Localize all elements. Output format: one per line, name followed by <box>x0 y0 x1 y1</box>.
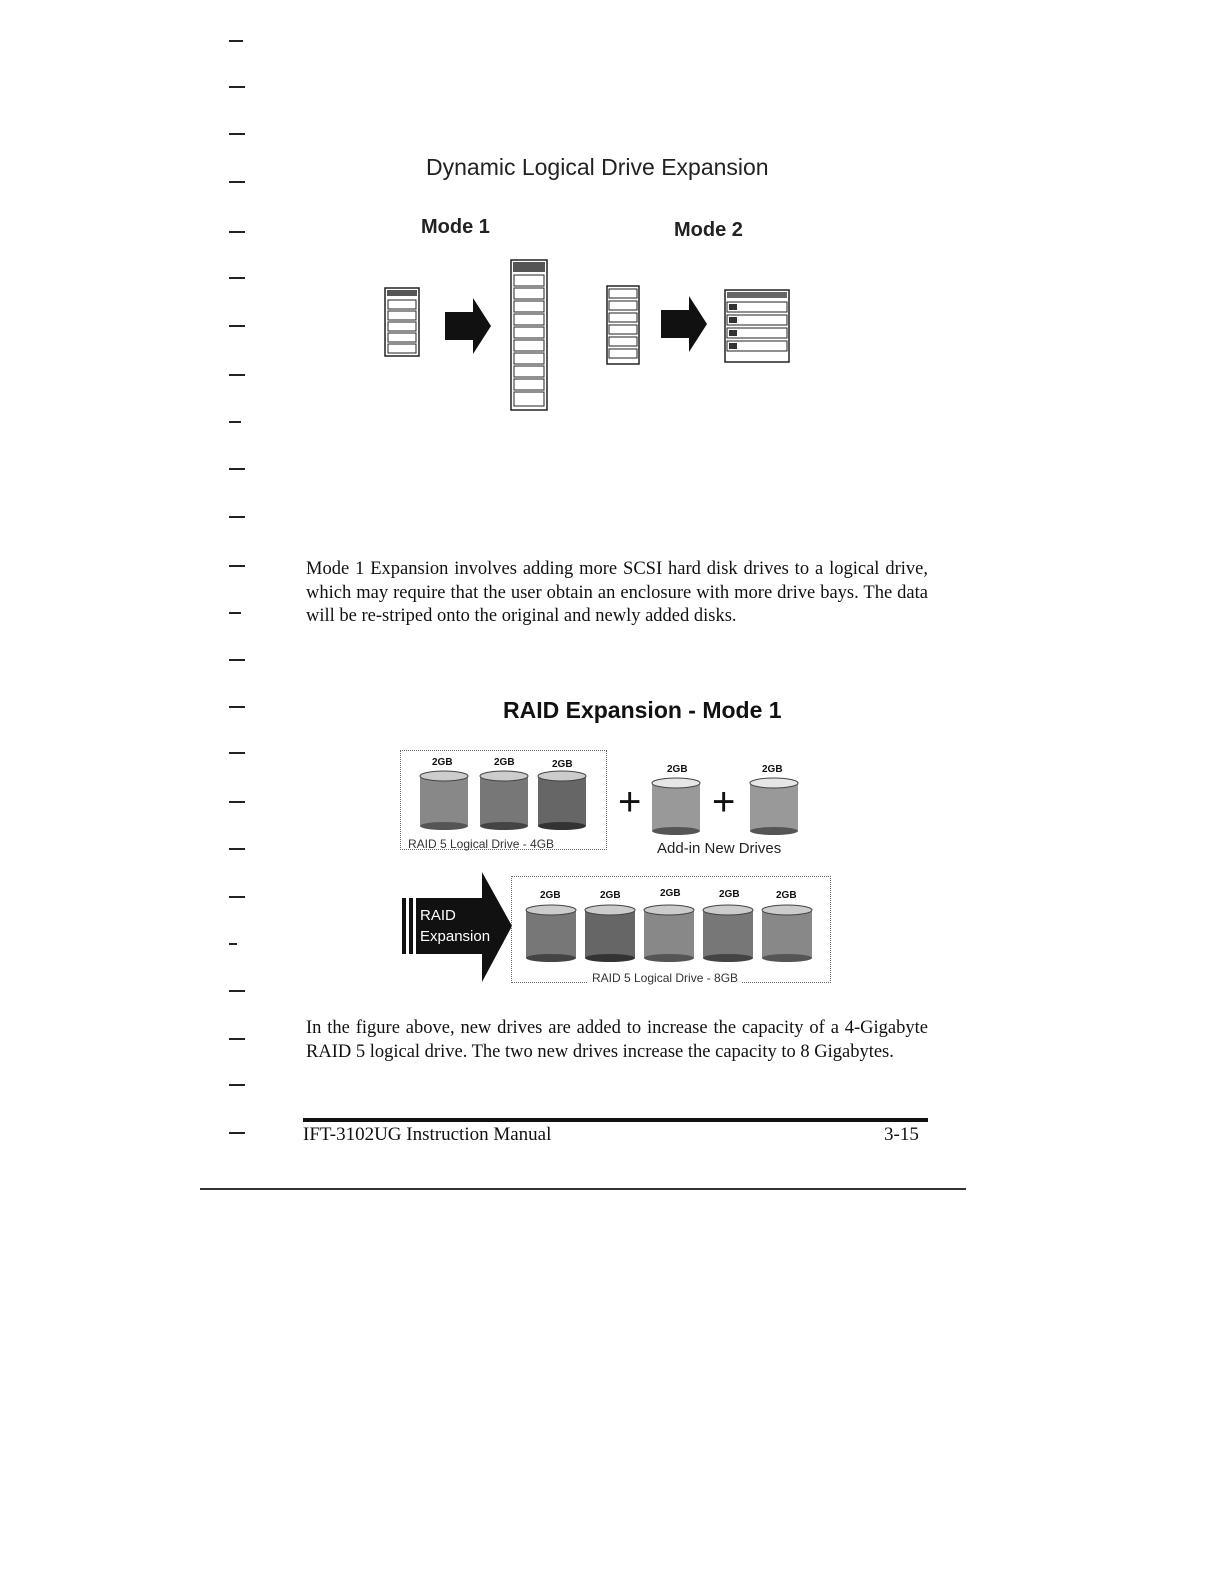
margin-mark <box>229 990 245 992</box>
drive-capacity: 2GB <box>494 757 515 768</box>
drive-capacity: 2GB <box>432 757 453 768</box>
margin-mark <box>229 943 237 945</box>
disk-drive-icon <box>750 778 798 835</box>
margin-mark <box>229 277 245 279</box>
drive-capacity: 2GB <box>776 890 797 901</box>
disk-drive-icon <box>644 905 694 962</box>
margin-mark <box>229 516 245 518</box>
page-bottom-rule <box>200 1188 966 1190</box>
mode2-label: Mode 2 <box>674 219 743 241</box>
margin-mark <box>229 848 245 850</box>
margin-mark <box>229 612 241 614</box>
disk-drive-icon <box>420 771 468 830</box>
original-drives <box>418 770 593 830</box>
margin-mark <box>229 468 245 470</box>
new-drives <box>650 775 802 837</box>
figure1-title: Dynamic Logical Drive Expansion <box>426 154 769 180</box>
drive-capacity: 2GB <box>762 764 783 775</box>
margin-mark <box>229 325 245 327</box>
disk-drive-icon <box>652 778 700 835</box>
paragraph-mode1-expansion: Mode 1 Expansion involves adding more SCSI hard disk drives to a logical drive, which may require that the user obtain an enclosure with more drive bays. The data will be re-striped onto the original and newly added disks. <box>306 559 928 626</box>
drive-capacity: 2GB <box>552 759 573 770</box>
disk-drive-icon <box>703 905 753 962</box>
drive-capacity: 2GB <box>540 890 561 901</box>
margin-mark <box>229 706 245 708</box>
drive-capacity: 2GB <box>667 764 688 775</box>
margin-mark <box>229 1132 245 1134</box>
raid-expansion-label <box>420 905 490 947</box>
footer-manual-title: IFT-3102UG Instruction Manual <box>303 1124 552 1145</box>
margin-mark <box>229 565 245 567</box>
disk-drive-icon <box>762 905 812 962</box>
margin-mark <box>229 181 245 183</box>
disk-drive-icon <box>585 905 635 962</box>
disk-drive-icon <box>538 771 586 830</box>
margin-mark <box>229 133 245 135</box>
margin-mark <box>229 231 245 233</box>
margin-mark <box>229 659 245 661</box>
original-group-label: RAID 5 Logical Drive - 4GB <box>408 837 555 851</box>
margin-mark <box>229 896 245 898</box>
margin-mark <box>229 801 245 803</box>
drive-expansion-diagram <box>375 250 815 420</box>
right-arrow-icon <box>445 298 491 354</box>
drive-capacity: 2GB <box>600 890 621 901</box>
mode1-label: Mode 1 <box>421 216 490 238</box>
drive-capacity: 2GB <box>660 888 681 899</box>
disk-drive-icon <box>526 905 576 962</box>
mode2-source-enclosure-icon <box>607 286 639 364</box>
margin-mark <box>229 86 245 88</box>
margin-mark <box>229 752 245 754</box>
margin-mark <box>229 40 243 42</box>
small-enclosure-icon <box>385 288 419 356</box>
expanded-drives <box>524 902 816 964</box>
mode2-wide-enclosure-icon <box>725 290 789 362</box>
margin-mark <box>229 374 245 376</box>
plus-icon: + <box>712 780 736 824</box>
raid-expansion-label-line2: Expansion <box>420 928 491 945</box>
footer-page-number: 3-15 <box>884 1124 919 1145</box>
paragraph-figure-description: In the figure above, new drives are added to increase the capacity of a 4-Gigabyte RAID 5 logical drive. The two new drives increase the capacity to 8 Gigabytes. <box>306 1018 928 1062</box>
right-arrow-icon <box>661 296 707 352</box>
margin-mark <box>229 1084 245 1086</box>
plus-icon: + <box>618 780 642 824</box>
margin-mark <box>229 1038 245 1040</box>
expanded-group-label: RAID 5 Logical Drive - 8GB <box>588 971 742 985</box>
raid-expansion-label-line1: RAID <box>420 907 456 924</box>
drive-capacity: 2GB <box>719 889 740 900</box>
disk-drive-icon <box>480 771 528 830</box>
footer-rule <box>303 1118 928 1122</box>
figure2-title: RAID Expansion - Mode 1 <box>503 697 782 723</box>
margin-mark <box>229 421 241 423</box>
tall-enclosure-icon <box>511 260 547 410</box>
new-drives-label: Add-in New Drives <box>657 840 782 857</box>
